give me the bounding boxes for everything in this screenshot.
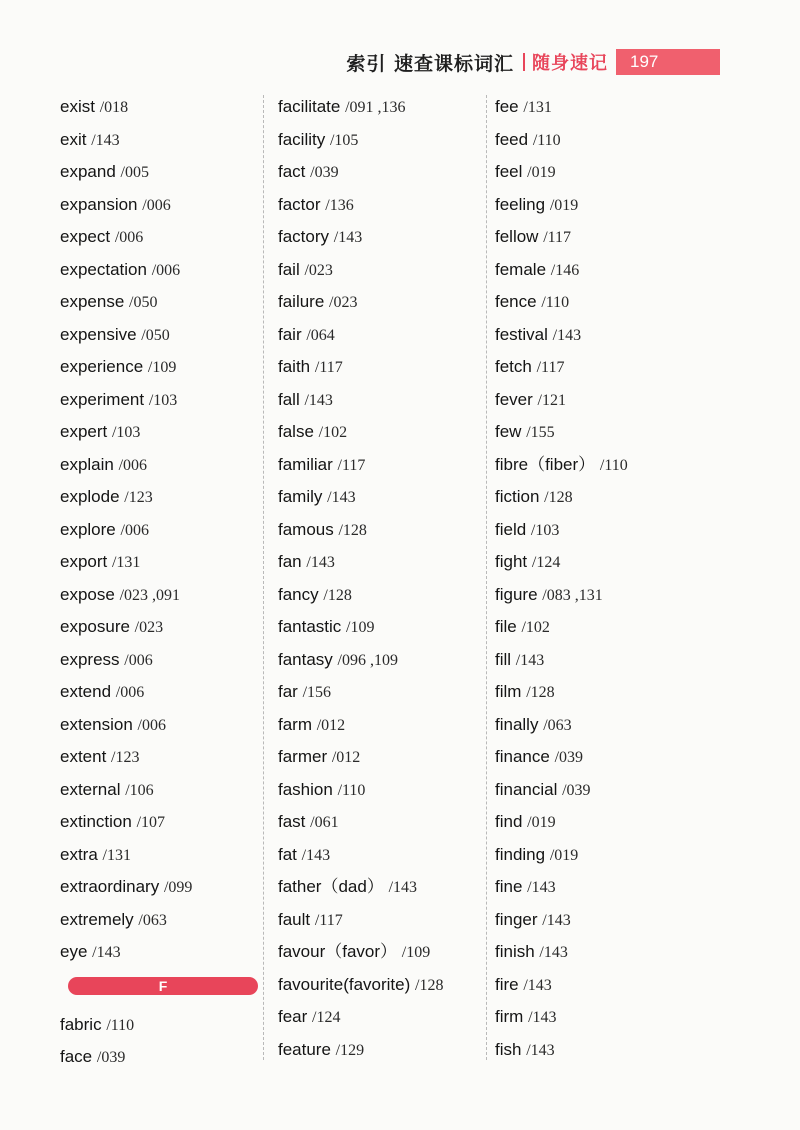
index-entry bbox=[60, 222, 260, 255]
entry-word: failure bbox=[278, 292, 325, 311]
index-entry bbox=[60, 417, 260, 450]
entry-page-ref: /039 bbox=[310, 164, 339, 181]
index-entry bbox=[278, 385, 488, 418]
index-entry bbox=[60, 1010, 260, 1043]
entry-page-ref: /012 bbox=[316, 716, 346, 734]
entry-word: farm bbox=[278, 714, 312, 734]
entry-word: festival bbox=[495, 324, 548, 344]
entry-page-ref: /110 bbox=[106, 1016, 135, 1034]
entry-word: explode bbox=[60, 487, 120, 506]
entry-page-ref: /110 bbox=[337, 781, 366, 799]
entry-page-ref: /039 bbox=[562, 781, 591, 799]
entry-page-ref: /103 bbox=[148, 391, 178, 409]
index-entry bbox=[278, 645, 488, 678]
index-entry bbox=[60, 92, 260, 125]
index-entry bbox=[278, 482, 488, 515]
header-subtitle: 随身速记 bbox=[532, 53, 608, 74]
entry-word: fault bbox=[278, 909, 311, 929]
entry-word: extremely bbox=[60, 909, 134, 929]
index-column-2 bbox=[278, 92, 488, 1067]
entry-word: expert bbox=[60, 422, 108, 441]
entry-page-ref: /117 bbox=[337, 456, 366, 474]
index-entry bbox=[278, 287, 488, 320]
entry-word: finish bbox=[495, 942, 535, 961]
entry-word: expose bbox=[60, 584, 115, 604]
index-entry bbox=[495, 385, 695, 418]
index-entry bbox=[495, 1002, 695, 1035]
entry-word: experience bbox=[60, 357, 144, 376]
index-entry bbox=[60, 450, 260, 483]
index-entry bbox=[60, 190, 260, 223]
entry-page-ref: /012 bbox=[331, 749, 361, 766]
index-entry bbox=[278, 190, 488, 223]
entry-word: fair bbox=[278, 324, 302, 344]
entry-word: famous bbox=[278, 519, 334, 539]
index-entry bbox=[495, 547, 695, 580]
entry-page-ref: /110 bbox=[532, 131, 561, 149]
entry-page-ref: /019 bbox=[527, 814, 556, 831]
entry-page-ref: /143 bbox=[526, 1041, 555, 1059]
entry-word: fabric bbox=[60, 1014, 102, 1034]
entry-word: field bbox=[495, 519, 527, 539]
index-entry bbox=[60, 157, 260, 190]
entry-word: extent bbox=[60, 747, 107, 766]
entry-page-ref: /023 ,091 bbox=[119, 586, 181, 604]
index-entry bbox=[278, 872, 488, 905]
entry-word: express bbox=[60, 649, 120, 669]
entry-word: fibre（fiber） bbox=[495, 454, 596, 474]
index-entry bbox=[495, 937, 695, 970]
entry-page-ref: /128 bbox=[544, 489, 573, 506]
index-entry bbox=[495, 710, 695, 743]
entry-page-ref: /109 bbox=[401, 944, 431, 961]
index-entry bbox=[60, 710, 260, 743]
entry-word: fast bbox=[278, 812, 306, 831]
entry-word: expect bbox=[60, 227, 111, 246]
entry-word: fight bbox=[495, 552, 528, 571]
entry-word: fancy bbox=[278, 584, 319, 604]
index-entry bbox=[60, 125, 260, 158]
entry-word: fact bbox=[278, 162, 306, 181]
index-entry bbox=[60, 547, 260, 580]
entry-word: fine bbox=[495, 877, 523, 896]
entry-word: factory bbox=[278, 227, 330, 246]
entry-page-ref: /091 ,136 bbox=[345, 99, 406, 116]
index-entry bbox=[495, 970, 695, 1003]
index-entry bbox=[60, 677, 260, 710]
entry-word: film bbox=[495, 682, 522, 701]
entry-word: figure bbox=[495, 584, 538, 604]
entry-word: fantasy bbox=[278, 649, 333, 669]
entry-page-ref: /110 bbox=[541, 294, 570, 311]
entry-word: finger bbox=[495, 909, 538, 929]
index-entry bbox=[495, 807, 695, 840]
column-divider bbox=[263, 95, 264, 1060]
entry-page-ref: /105 bbox=[329, 131, 359, 149]
entry-word: explore bbox=[60, 519, 116, 539]
entry-page-ref: /143 bbox=[301, 846, 331, 864]
entry-page-ref: /006 bbox=[115, 684, 145, 701]
entry-word: experiment bbox=[60, 389, 145, 409]
entry-page-ref: /107 bbox=[136, 814, 166, 831]
entry-page-ref: /128 bbox=[526, 684, 555, 701]
index-entry bbox=[278, 840, 488, 873]
index-entry bbox=[278, 515, 488, 548]
entry-page-ref: /039 bbox=[554, 749, 584, 766]
entry-word: exit bbox=[60, 129, 87, 149]
header-title: 索引 速查课标词汇 bbox=[346, 52, 514, 75]
entry-page-ref: /019 bbox=[549, 196, 579, 214]
entry-word: expense bbox=[60, 292, 125, 311]
index-entry bbox=[495, 840, 695, 873]
index-entry bbox=[495, 775, 695, 808]
page-header bbox=[346, 47, 720, 77]
entry-page-ref: /023 bbox=[134, 619, 164, 636]
index-entry bbox=[60, 287, 260, 320]
entry-word: fall bbox=[278, 389, 300, 409]
entry-word: father（dad） bbox=[278, 877, 384, 896]
entry-page-ref: /102 bbox=[318, 424, 348, 441]
index-entry bbox=[495, 580, 695, 613]
entry-word: extend bbox=[60, 682, 112, 701]
index-entry bbox=[495, 742, 695, 775]
index-entry bbox=[60, 580, 260, 613]
entry-page-ref: /123 bbox=[124, 489, 153, 506]
index-entry bbox=[60, 385, 260, 418]
entry-word: fail bbox=[278, 259, 300, 279]
entry-page-ref: /143 bbox=[91, 131, 120, 149]
column-1-upper bbox=[60, 92, 260, 970]
entry-word: expand bbox=[60, 162, 116, 181]
index-entry bbox=[495, 222, 695, 255]
entry-word: fever bbox=[495, 389, 533, 409]
entry-word: fill bbox=[495, 649, 512, 669]
index-entry bbox=[495, 255, 695, 288]
entry-page-ref: /131 bbox=[102, 846, 131, 864]
index-entry bbox=[278, 580, 488, 613]
entry-page-ref: /103 bbox=[111, 424, 141, 441]
entry-page-ref: /099 bbox=[163, 879, 193, 896]
entry-word: fetch bbox=[495, 357, 532, 376]
entry-page-ref: /106 bbox=[125, 781, 154, 799]
entry-word: file bbox=[495, 617, 517, 636]
index-entry bbox=[278, 157, 488, 190]
entry-page-ref: /109 bbox=[346, 619, 375, 636]
entry-word: extraordinary bbox=[60, 877, 160, 896]
entry-word: fellow bbox=[495, 227, 539, 246]
entry-page-ref: /039 bbox=[96, 1049, 126, 1066]
entry-page-ref: /143 bbox=[542, 911, 571, 929]
index-entry bbox=[278, 417, 488, 450]
entry-page-ref: /006 bbox=[120, 521, 149, 539]
index-entry bbox=[495, 125, 695, 158]
entry-word: feeling bbox=[495, 194, 546, 214]
entry-word: fire bbox=[495, 974, 519, 994]
entry-word: family bbox=[278, 487, 323, 506]
entry-page-ref: /146 bbox=[550, 261, 580, 279]
entry-page-ref: /128 bbox=[415, 976, 444, 994]
entry-page-ref: /117 bbox=[314, 911, 343, 929]
entry-word: eye bbox=[60, 942, 88, 961]
index-entry bbox=[60, 352, 260, 385]
index-entry bbox=[278, 125, 488, 158]
index-entry bbox=[278, 547, 488, 580]
entry-page-ref: /124 bbox=[312, 1009, 341, 1026]
index-entry bbox=[495, 450, 695, 483]
entry-word: extinction bbox=[60, 812, 132, 831]
index-entry bbox=[495, 287, 695, 320]
entry-word: face bbox=[60, 1047, 93, 1066]
entry-page-ref: /006 bbox=[118, 456, 148, 474]
entry-word: fan bbox=[278, 552, 302, 571]
entry-page-ref: /006 bbox=[142, 196, 171, 214]
index-entry bbox=[278, 352, 488, 385]
column-1-lower bbox=[60, 1010, 260, 1075]
entry-page-ref: /019 bbox=[549, 846, 579, 864]
index-entry bbox=[495, 352, 695, 385]
index-entry bbox=[278, 677, 488, 710]
entry-page-ref: /050 bbox=[141, 326, 170, 344]
entry-page-ref: /131 bbox=[111, 554, 141, 571]
entry-word: expensive bbox=[60, 324, 137, 344]
index-entry bbox=[278, 255, 488, 288]
index-entry bbox=[495, 515, 695, 548]
entry-page-ref: /019 bbox=[527, 164, 556, 181]
entry-word: exposure bbox=[60, 617, 130, 636]
entry-word: explain bbox=[60, 454, 114, 474]
entry-page-ref: /050 bbox=[129, 294, 158, 311]
entry-word: fear bbox=[278, 1007, 308, 1026]
entry-page-ref: /136 bbox=[325, 196, 354, 214]
entry-word: external bbox=[60, 779, 121, 799]
entry-page-ref: /143 bbox=[333, 229, 363, 246]
entry-page-ref: /103 bbox=[530, 521, 560, 539]
index-entry bbox=[278, 775, 488, 808]
entry-page-ref: /064 bbox=[306, 326, 335, 344]
index-entry bbox=[495, 645, 695, 678]
entry-page-ref: /143 bbox=[527, 879, 556, 896]
index-entry bbox=[60, 872, 260, 905]
entry-word: finally bbox=[495, 714, 539, 734]
entry-word: fee bbox=[495, 97, 519, 116]
entry-page-ref: /117 bbox=[314, 359, 343, 376]
entry-page-ref: /005 bbox=[120, 164, 149, 181]
entry-word: extra bbox=[60, 844, 98, 864]
entry-word: favour（favor） bbox=[278, 942, 398, 961]
entry-page-ref: /155 bbox=[526, 424, 555, 441]
index-column-1 bbox=[60, 92, 260, 1075]
entry-word: fiction bbox=[495, 487, 540, 506]
index-entry bbox=[278, 92, 488, 125]
entry-word: female bbox=[495, 259, 547, 279]
entry-page-ref: /143 bbox=[306, 554, 335, 571]
entry-word: financial bbox=[495, 779, 558, 799]
index-entry bbox=[495, 320, 695, 353]
entry-page-ref: /121 bbox=[537, 391, 566, 409]
entry-page-ref: /131 bbox=[523, 99, 552, 116]
index-entry bbox=[60, 612, 260, 645]
index-entry bbox=[60, 320, 260, 353]
entry-word: fat bbox=[278, 844, 297, 864]
index-entry bbox=[60, 840, 260, 873]
entry-page-ref: /102 bbox=[521, 619, 550, 636]
entry-page-ref: /143 bbox=[388, 879, 418, 896]
index-entry bbox=[60, 937, 260, 970]
entry-word: factor bbox=[278, 194, 321, 214]
index-entry bbox=[278, 742, 488, 775]
index-entry bbox=[495, 905, 695, 938]
entry-page-ref: /023 bbox=[304, 261, 333, 279]
entry-page-ref: /143 bbox=[523, 976, 552, 994]
index-entry bbox=[60, 645, 260, 678]
index-entry bbox=[60, 775, 260, 808]
entry-page-ref: /128 bbox=[338, 521, 367, 539]
entry-word: favourite(favorite) bbox=[278, 974, 411, 994]
index-column-3 bbox=[495, 92, 695, 1067]
index-entry bbox=[60, 482, 260, 515]
index-entry bbox=[495, 677, 695, 710]
entry-page-ref: /143 bbox=[304, 391, 333, 409]
page-number: 197 bbox=[616, 49, 720, 75]
entry-word: finance bbox=[495, 747, 550, 766]
entry-word: exist bbox=[60, 97, 95, 116]
index-entry bbox=[60, 255, 260, 288]
entry-word: expectation bbox=[60, 259, 147, 279]
entry-word: feed bbox=[495, 129, 529, 149]
index-entry bbox=[278, 710, 488, 743]
entry-word: expansion bbox=[60, 194, 138, 214]
entry-page-ref: /143 bbox=[539, 944, 568, 961]
index-entry bbox=[278, 612, 488, 645]
index-entry bbox=[278, 320, 488, 353]
index-entry bbox=[278, 937, 488, 970]
entry-page-ref: /109 bbox=[147, 359, 177, 376]
header-separator bbox=[523, 53, 525, 71]
entry-word: finding bbox=[495, 844, 546, 864]
entry-word: feel bbox=[495, 162, 523, 181]
entry-word: familiar bbox=[278, 454, 333, 474]
entry-page-ref: /156 bbox=[302, 684, 332, 701]
index-entry bbox=[60, 1042, 260, 1075]
entry-word: faith bbox=[278, 357, 311, 376]
index-entry bbox=[495, 612, 695, 645]
entry-page-ref: /006 bbox=[151, 261, 181, 279]
entry-page-ref: /143 bbox=[327, 489, 356, 506]
entry-page-ref: /023 bbox=[329, 294, 358, 311]
entry-word: fish bbox=[495, 1039, 522, 1059]
entry-page-ref: /063 bbox=[543, 716, 572, 734]
index-entry bbox=[495, 417, 695, 450]
index-entry bbox=[495, 1035, 695, 1068]
entry-page-ref: /117 bbox=[536, 359, 565, 376]
index-entry bbox=[495, 92, 695, 125]
index-entry bbox=[278, 1002, 488, 1035]
index-entry bbox=[60, 742, 260, 775]
entry-word: fashion bbox=[278, 779, 333, 799]
entry-page-ref: /123 bbox=[111, 749, 140, 766]
entry-page-ref: /006 bbox=[114, 229, 144, 246]
entry-word: find bbox=[495, 812, 523, 831]
entry-page-ref: /143 bbox=[515, 651, 545, 669]
entry-page-ref: /110 bbox=[599, 456, 628, 474]
index-entry bbox=[60, 515, 260, 548]
entry-word: extension bbox=[60, 714, 133, 734]
entry-word: far bbox=[278, 682, 298, 701]
entry-word: facility bbox=[278, 129, 326, 149]
entry-page-ref: /018 bbox=[99, 99, 129, 116]
section-letter-bar: F bbox=[68, 977, 258, 995]
index-entry bbox=[60, 807, 260, 840]
entry-page-ref: /124 bbox=[531, 554, 561, 571]
entry-page-ref: /083 ,131 bbox=[542, 586, 603, 604]
entry-word: firm bbox=[495, 1007, 524, 1026]
entry-page-ref: /096 ,109 bbox=[337, 651, 398, 669]
entry-page-ref: /006 bbox=[124, 651, 153, 669]
entry-page-ref: /063 bbox=[138, 911, 167, 929]
entry-word: fantastic bbox=[278, 617, 342, 636]
entry-word: feature bbox=[278, 1039, 331, 1059]
entry-word: fence bbox=[495, 292, 537, 311]
entry-word: farmer bbox=[278, 747, 328, 766]
entry-page-ref: /143 bbox=[552, 326, 582, 344]
index-entry bbox=[278, 450, 488, 483]
index-entry bbox=[278, 222, 488, 255]
entry-page-ref: /129 bbox=[335, 1041, 365, 1059]
index-entry bbox=[278, 1035, 488, 1068]
entry-page-ref: /061 bbox=[310, 814, 339, 831]
index-entry bbox=[495, 190, 695, 223]
entry-page-ref: /143 bbox=[92, 944, 121, 961]
entry-page-ref: /128 bbox=[323, 586, 352, 604]
index-entry bbox=[495, 157, 695, 190]
entry-page-ref: /117 bbox=[543, 229, 572, 246]
index-entry bbox=[495, 872, 695, 905]
index-entry bbox=[60, 905, 260, 938]
entry-word: facilitate bbox=[278, 97, 341, 116]
index-entry bbox=[495, 482, 695, 515]
entry-page-ref: /143 bbox=[528, 1009, 557, 1026]
entry-word: export bbox=[60, 552, 108, 571]
index-entry bbox=[278, 807, 488, 840]
entry-word: false bbox=[278, 422, 314, 441]
entry-page-ref: /006 bbox=[137, 716, 166, 734]
index-entry bbox=[278, 905, 488, 938]
index-entry bbox=[278, 970, 488, 1003]
entry-word: few bbox=[495, 422, 522, 441]
